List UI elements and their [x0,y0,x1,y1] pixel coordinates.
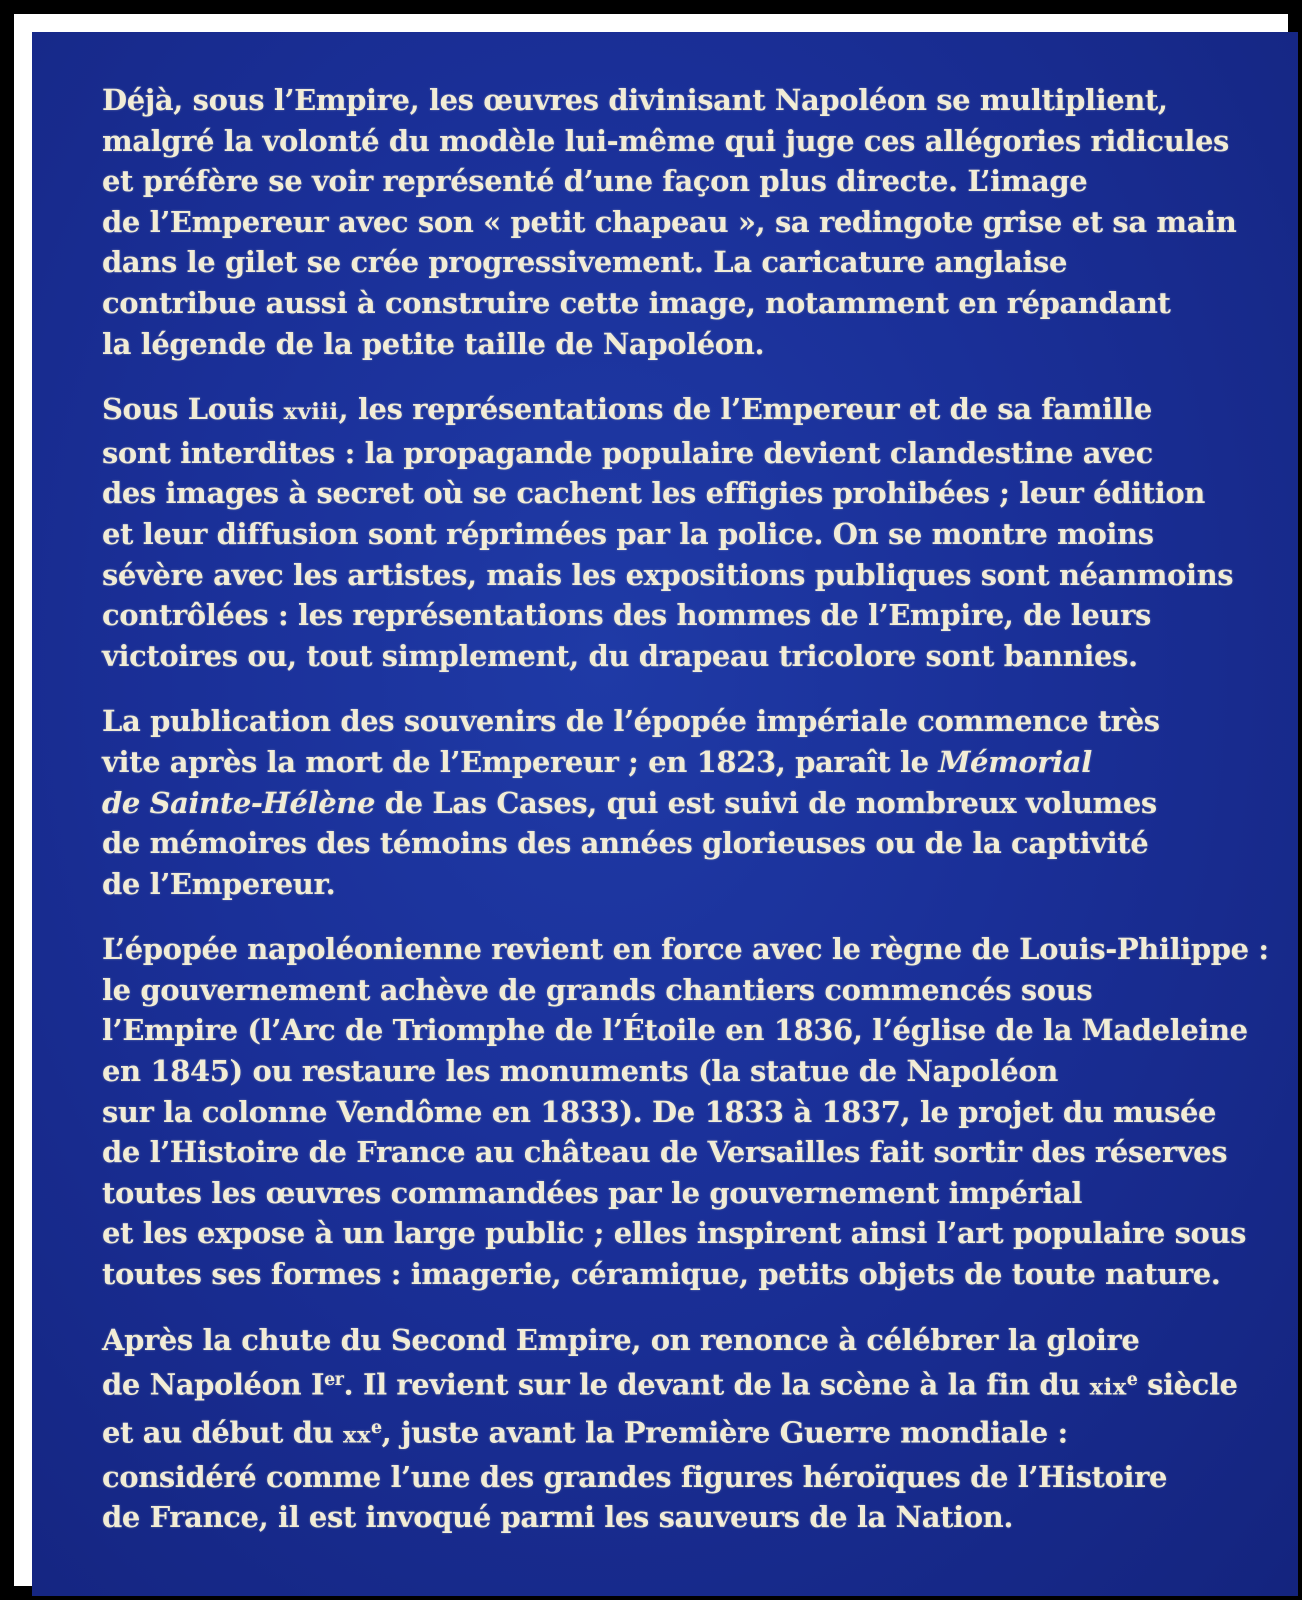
paragraph-louis-philippe [102,929,1269,1294]
paragraph-empire [102,80,1262,364]
exhibition-panel [32,32,1298,1596]
text-line: et les expose à un large public ; elles inspirent ainsi l’art populaire sous [102,1216,1247,1251]
text-line: dans le gilet se crée progressivement. La caricature anglaise [102,245,1068,280]
text-line: sont interdites : la propagande populaire devient clandestine avec [102,435,1153,470]
text-line: des images à secret où se cachent les effigies prohibées ; leur édition [102,476,1205,511]
paragraph-louis-xviii [102,389,1262,676]
text-line: en 1845) ou restaure les monuments (la statue de Napoléon [102,1054,1058,1089]
text-line: et préfère se voir représenté d’une façon plus directe. L’image [102,164,1088,199]
text-line: malgré la volonté du modèle lui-même qui juge ces allégories ridicules [102,123,1229,158]
book-title: Mémorial [938,744,1092,779]
text-line: victoires ou, tout simplement, du drapeau tricolore sont bannies. [102,638,1138,673]
text-line: toutes les œuvres commandées par le gouvernement impérial [102,1175,1082,1210]
text-line: La publication des souvenirs de l’épopée impériale commence très [102,704,1160,739]
text-line: de France, il est invoqué parmi les sauveurs de la Nation. [102,1500,1014,1535]
text-line: sur la colonne Vendôme en 1833). De 1833 à 1837, le projet du musée [102,1094,1217,1129]
text-line: considéré comme l’une des grandes figures héroïques de l’Histoire [102,1459,1168,1494]
text-line: vite après la mort de l’Empereur ; en 1823, paraît le Mémorial [102,744,1092,779]
text-line: L’épopée napoléonienne revient en force avec le règne de Louis-Philippe : [102,932,1269,967]
paragraph-second-empire [102,1320,1262,1538]
book-title: de Sainte-Hélène [102,785,375,820]
text-line: de Sainte-Hélène de Las Cases, qui est suivi de nombreux volumes [102,785,1157,820]
text-line: de l’Empereur. [102,866,336,901]
text-line: et leur diffusion sont réprimées par la police. On se montre moins [102,516,1154,551]
text-line: de l’Empereur avec son « petit chapeau », sa redingote grise et sa main [102,204,1237,239]
paragraph-memorial [102,701,1262,904]
text-line: l’Empire (l’Arc de Triomphe de l’Étoile en 1836, l’église de la Madeleine [102,1013,1248,1048]
text-line: contribue aussi à construire cette image, notamment en répandant [102,285,1171,320]
text-line: la légende de la petite taille de Napoléon. [102,326,765,361]
panel-text [102,80,1269,1563]
text-line: et au début du $xx^e$, juste avant la Première Guerre mondiale : [102,1415,1068,1450]
text-line: Déjà, sous l’Empire, les œuvres divinisant Napoléon se multiplient, [102,83,1168,117]
text-line: le gouvernement achève de grands chantiers commencés sous [102,972,1093,1007]
text-line: de l’Histoire de France au château de Versailles fait sortir des réserves [102,1135,1228,1170]
text-line: contrôlées : les représentations des hommes de l’Empire, de leurs [102,598,1151,633]
text-line: sévère avec les artistes, mais les expositions publiques sont néanmoins [102,557,1234,592]
text-line: Après la chute du Second Empire, on renonce à célébrer la gloire [102,1322,1140,1357]
text-line: de mémoires des témoins des années glorieuses ou de la captivité [102,826,1149,861]
text-line: toutes ses formes : imagerie, céramique, petits objets de toute nature. [102,1257,1221,1292]
text-line: de Napoléon Ier. Il revient sur le devant de la scène à la fin du xix$^e$ siècle [102,1367,1238,1402]
text-line: Sous Louis xviii, les représentations de l’Empereur et de sa famille [102,392,1152,427]
